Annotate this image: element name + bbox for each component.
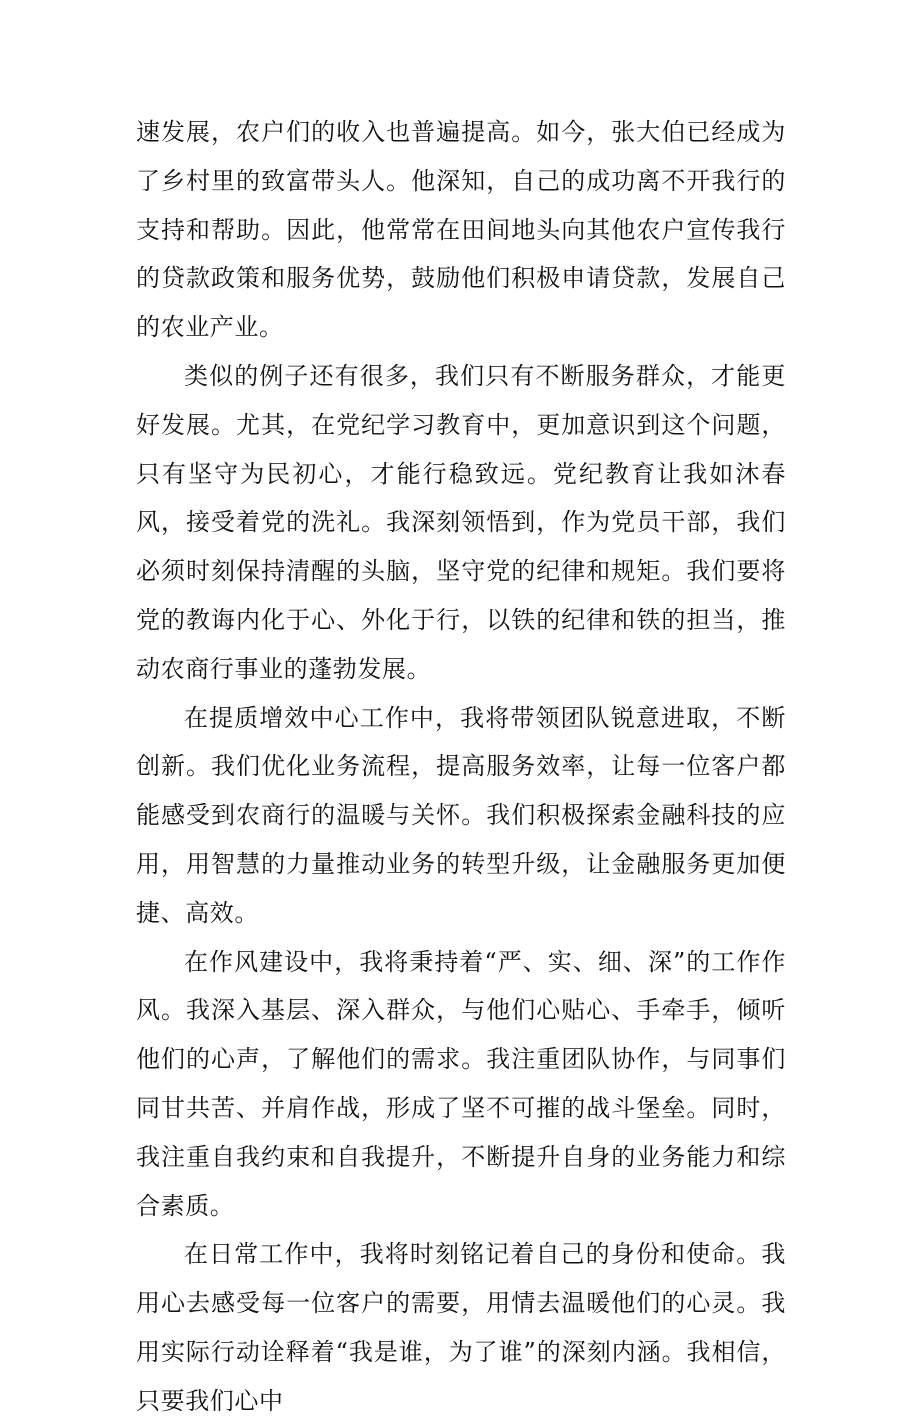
- paragraph-party-discipline: 类似的例子还有很多，我们只有不断服务群众，才能更好发展。尤其，在党纪学习教育中，更加意识到这个问题，只有坚守为民初心，才能行稳致远。党纪教育让我如沐春风，接受着党的洗礼。我深刻领悟到，作为党员干部，我们必须时刻保持清醒的头脑，坚守党的纪律和规矩。我们要将党的教诲内化于心、外化于行，以铁的纪律和铁的担当，推动农商行事业的蓬勃发展。: [136, 361, 786, 683]
- paragraph-efficiency-work: 在提质增效中心工作中，我将带领团队锐意进取，不断创新。我们优化业务流程，提高服务效率，让每一位客户都能感受到农商行的温暖与关怀。我们积极探索金融科技的应用，用智慧的力量推动业务的转型升级，让金融服务更加便捷、高效。: [136, 703, 786, 927]
- paragraph-continuation: 速发展，农户们的收入也普遍提高。如今，张大伯已经成为了乡村里的致富带头人。他深知，自己的成功离不开我行的支持和帮助。因此，他常常在田间地头向其他农户宣传我行的贷款政策和服务优势，鼓励他们积极申请贷款，发展自己的农业产业。: [136, 118, 786, 342]
- document-body: [136, 108, 786, 1426]
- paragraph-daily-work: 在日常工作中，我将时刻铭记着自己的身份和使命。我用心去感受每一位客户的需要，用情去温暖他们的心灵。我用实际行动诠释着“我是谁，为了谁”的深刻内涵。我相信，只要我们心中: [136, 1240, 786, 1415]
- paragraph-work-style: 在作风建设中，我将秉持着“严、实、细、深”的工作作风。我深入基层、深入群众，与他们心贴心、手牵手，倾听他们的心声，了解他们的需求。我注重团队协作，与同事们同甘共苦、并肩作战，形成了坚不可摧的战斗堡垒。同时，我注重自我约束和自我提升，不断提升自身的业务能力和综合素质。: [136, 947, 786, 1220]
